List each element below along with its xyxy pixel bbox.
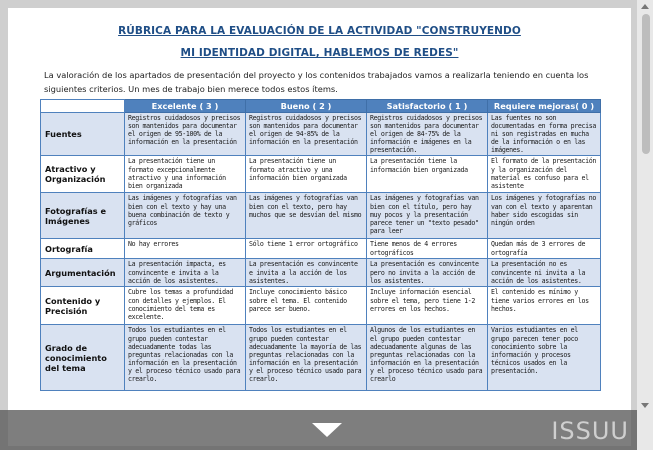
table-cell: Todos los estudiantes en el grupo pueden contestar adecuadamente la mayoría de las preguntas relacionadas con la información en la presentación y el proceso técnico usado para crearlo. bbox=[246, 325, 367, 391]
table-cell: Las imágenes y fotografías van bien con el texto, pero hay muchos que se desvían del mismo bbox=[246, 193, 367, 239]
header-requiere-mejoras: Requiere mejoras( 0 ) bbox=[488, 100, 601, 113]
header-excelente: Excelente ( 3 ) bbox=[125, 100, 246, 113]
criterion-cell: Atractivo y Organización bbox=[41, 156, 125, 193]
table-cell: Las imágenes y fotografías van bien con el título, pero hay muy pocos y la presentación parece tener un "texto pesado" para leer bbox=[367, 193, 488, 239]
table-row bbox=[41, 259, 601, 287]
header-satisfactorio: Satisfactorio ( 1 ) bbox=[367, 100, 488, 113]
table-cell: Quedan más de 3 errores de ortografía bbox=[488, 239, 601, 259]
criterion-cell: Fotografías e Imágenes bbox=[41, 193, 125, 239]
criterion-cell: Ortografía bbox=[41, 239, 125, 259]
vertical-scrollbar[interactable] bbox=[636, 0, 653, 450]
scrollbar-thumb[interactable] bbox=[642, 14, 650, 154]
criterion-cell: Fuentes bbox=[41, 113, 125, 156]
table-row bbox=[41, 156, 601, 193]
rubric-header-row bbox=[41, 100, 601, 113]
document-page bbox=[8, 8, 631, 446]
table-cell: Sólo tiene 1 error ortográfico bbox=[246, 239, 367, 259]
header-bueno: Bueno ( 2 ) bbox=[246, 100, 367, 113]
table-cell: Incluye información esencial sobre el tema, pero tiene 1-2 errores en los hechos. bbox=[367, 287, 488, 325]
table-cell: Registros cuidadosos y precisos son mantenidos para documentar el origen de 95-100% de la información en la presentación bbox=[125, 113, 246, 156]
table-cell: Registros cuidadosos y precisos son mantenidos para documentar el origen de 94-85% de la información en la presentación bbox=[246, 113, 367, 156]
table-cell: Algunos de los estudiantes en el grupo pueden contestar adecuadamente algunas de las preguntas relacionadas con la información en la presentación y el proceso técnico usado para crearlo bbox=[367, 325, 488, 391]
table-cell: Las fuentes no son documentadas en forma precisa ni son registradas en mucha de la información o en las imágenes. bbox=[488, 113, 601, 156]
criterion-cell: Contenido y Precisión bbox=[41, 287, 125, 325]
scroll-down-arrow-icon[interactable] bbox=[641, 403, 649, 408]
table-cell: Todos los estudiantes en el grupo pueden contestar adecuadamente todas las preguntas relacionadas con la información en la presentación y el proceso técnico usado para crearlo. bbox=[125, 325, 246, 391]
table-cell: Las imágenes y fotografías van bien con el texto y hay una buena combinación de texto y gráficos bbox=[125, 193, 246, 239]
rubric-table bbox=[40, 99, 601, 391]
table-cell: La presentación es convincente pero no invita a la acción de los asistentes. bbox=[367, 259, 488, 287]
chevron-down-icon[interactable] bbox=[312, 423, 342, 437]
scroll-up-arrow-icon[interactable] bbox=[641, 4, 649, 9]
table-row bbox=[41, 287, 601, 325]
table-cell: La presentación tiene un formato atractivo y una información bien organizada bbox=[246, 156, 367, 193]
document-title-line2: MI IDENTIDAD DIGITAL, HABLEMOS DE REDES" bbox=[180, 47, 459, 59]
table-cell: Los imágenes y fotografías no van con el texto y aparentan haber sido escogidas sin ningún orden bbox=[488, 193, 601, 239]
issuu-logo[interactable]: ISSUU bbox=[551, 417, 629, 445]
table-cell: La presentación es convincente e invita a la acción de los asistentes. bbox=[246, 259, 367, 287]
criterion-cell: Argumentación bbox=[41, 259, 125, 287]
table-cell: Cubre los temas a profundidad con detalles y ejemplos. El conocimiento del tema es excelente. bbox=[125, 287, 246, 325]
table-row bbox=[41, 239, 601, 259]
header-corner bbox=[41, 100, 125, 113]
table-cell: La presentación tiene un formato excepcionalmente atractivo y una información bien organizada bbox=[125, 156, 246, 193]
table-cell: No hay errores bbox=[125, 239, 246, 259]
table-cell: La presentación no es convincente ni invita a la acción de los asistentes. bbox=[488, 259, 601, 287]
table-row bbox=[41, 193, 601, 239]
document-title-line1: RÚBRICA PARA LA EVALUACIÓN DE LA ACTIVIDAD "CONSTRUYENDO bbox=[118, 25, 521, 37]
intro-paragraph: La valoración de los apartados de presentación del proyecto y los contenidos trabajados vamos a realizarla teniendo en cuenta los siguientes criterios. Un mes de trabajo bien merece todos estos ítems. bbox=[44, 70, 589, 94]
table-cell: Registros cuidadosos y precisos son mantenidos para documentar el origen de 84-75% de la información e imágenes en la presentación. bbox=[367, 113, 488, 156]
table-row bbox=[41, 325, 601, 391]
table-cell: Tiene menos de 4 errores ortográficos bbox=[367, 239, 488, 259]
table-row bbox=[41, 113, 601, 156]
table-cell: La presentación tiene la información bien organizada bbox=[367, 156, 488, 193]
table-cell: La presentación impacta, es convincente e invita a la acción de los asistentes. bbox=[125, 259, 246, 287]
table-cell: El formato de la presentación y la organización del material es confuso para el asistente bbox=[488, 156, 601, 193]
table-cell: Incluye conocimiento básico sobre el tema. El contenido parece ser bueno. bbox=[246, 287, 367, 325]
table-cell: Varios estudiantes en el grupo parecen tener poco conocimiento sobre la información y procesos técnicos usados en la presentación. bbox=[488, 325, 601, 391]
table-cell: El contenido es mínimo y tiene varios errores en los hechos. bbox=[488, 287, 601, 325]
viewer-bottom-bar bbox=[0, 410, 637, 450]
criterion-cell: Grado de conocimiento del tema bbox=[41, 325, 125, 391]
